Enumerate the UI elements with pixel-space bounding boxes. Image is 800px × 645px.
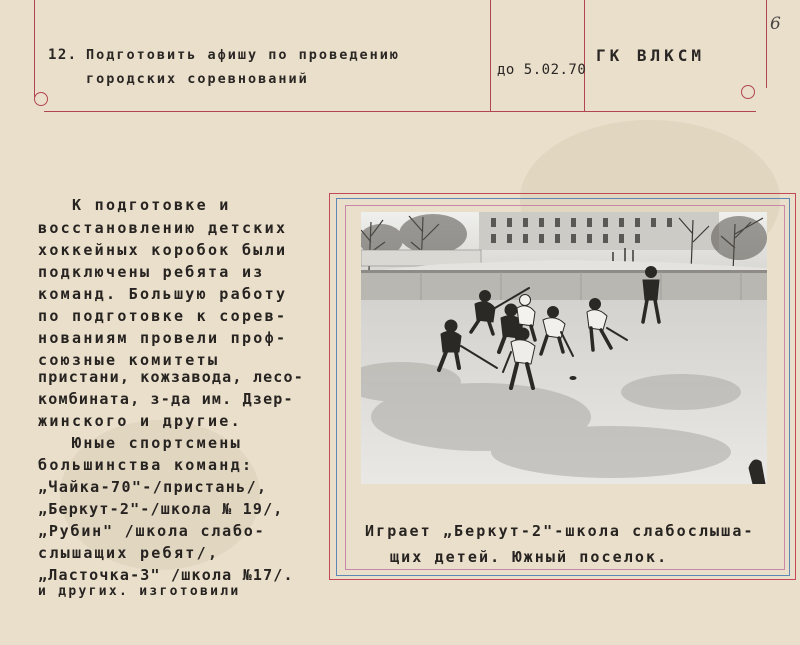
body-text-line: „Ласточка-3" /школа №17/. [38,566,294,584]
plan-task-line: городских соревнований [86,71,309,87]
body-text-line: восстановлению детских [38,219,288,237]
body-text-line: жинского и другие. [38,412,242,430]
photo-caption-line: щих детей. Южный поселок. [390,548,669,566]
body-text-line: большинства команд: [38,456,254,474]
table-corner-curl [741,85,755,99]
body-text-line: пристани, кожзавода, лесо- [38,368,304,386]
hockey-game-photo [361,212,767,484]
plan-deadline: до 5.02.70 [497,62,587,78]
body-text-line: „Чайка-70"-/пристань/, [38,478,268,496]
body-text-line: „Рубин" /школа слабо- [38,522,266,540]
body-text-line: команд. Большую работу [38,285,288,303]
body-text-line: комбината, з-да им. Дзер- [38,390,294,408]
body-text-line: слышащих ребят/, [38,544,220,562]
plan-item-number: 12. [48,47,78,63]
body-text-line: союзные комитеты [38,351,220,369]
table-corner-curl [34,92,48,106]
table-border-bottom [44,111,756,112]
table-border-left [34,0,35,97]
table-border-right [766,0,767,88]
body-text-line: и других. изготовили [38,584,241,599]
body-text-line: подключены ребята из [38,263,265,281]
plan-task-line: Подготовить афишу по проведению [86,47,400,63]
photo-caption-line: Играет „Беркут-2"-школа слабослыша- [365,522,755,540]
body-text-line: Юные спортсмены [38,434,242,452]
body-text-line: по подготовке к сорев- [38,307,288,325]
page-number: 6 [770,14,781,34]
body-text-line: хоккейных коробок были [38,241,288,259]
body-text-line: нованиям провели проф- [38,329,288,347]
hockey-photo-illustration [361,212,767,484]
table-column-divider [490,0,491,112]
plan-responsible: ГК ВЛКСМ [596,46,706,65]
body-text-line: К подготовке и [38,196,231,214]
body-text-line: „Беркут-2"-/школа № 19/, [38,500,284,518]
table-column-divider [584,0,585,112]
